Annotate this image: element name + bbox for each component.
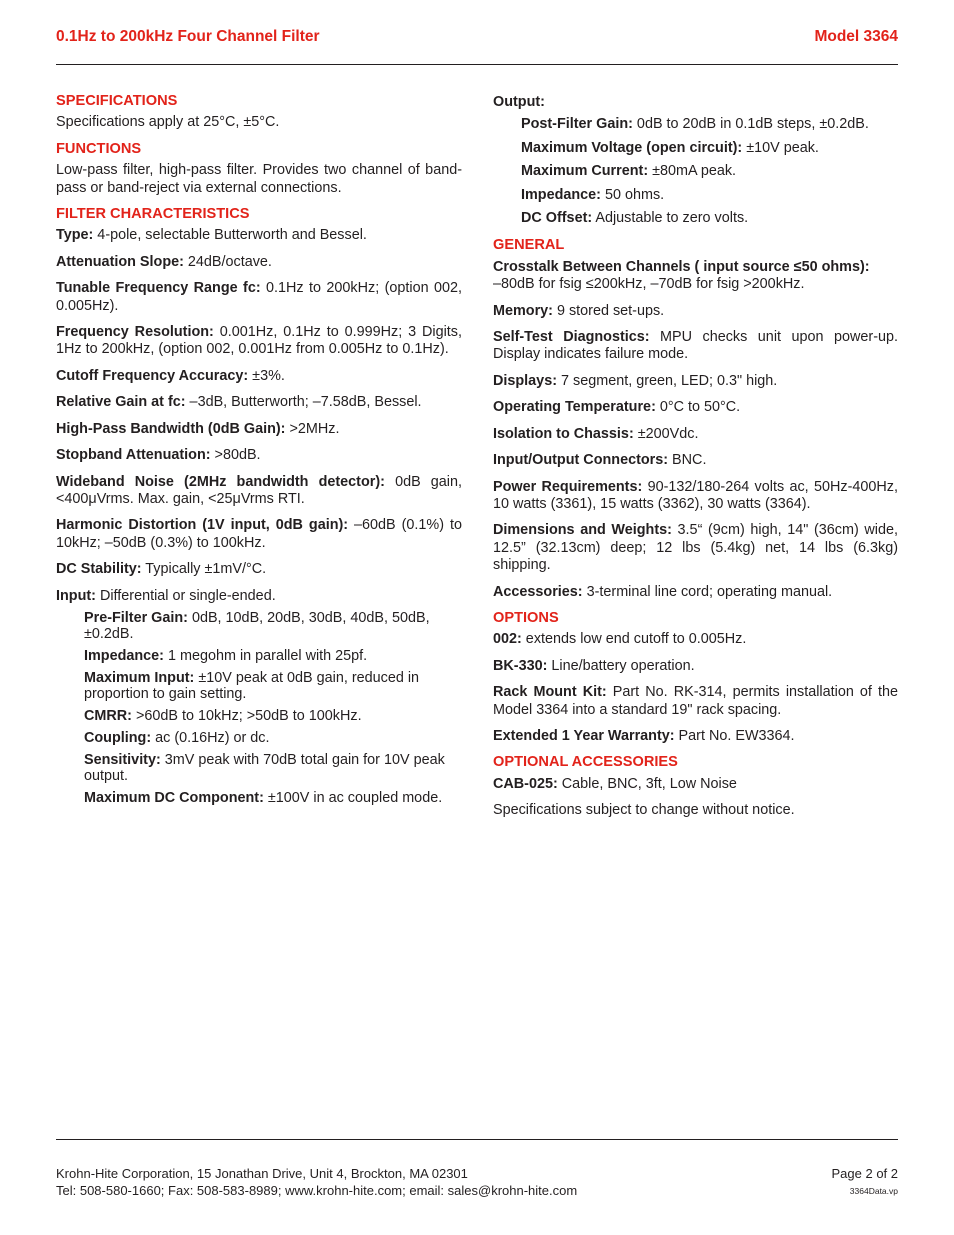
spec-value: 0.001Hz, 0.1Hz to 0.999Hz; 3 Digits, 1Hz to 200kHz, (option 002, 0.001Hz from 0.005Hz to 0.1Hz). [56,324,463,358]
spec-label: Pre-Filter Gain: [84,609,188,626]
spec-value: Part No. RK-314, permits installation of the Model 3364 into a standard 19" rack spacing. [493,684,898,718]
functions-heading: FUNCTIONS [56,140,142,157]
spec-label: Isolation to Chassis: [493,425,634,442]
input-sub-item [84,670,462,702]
general-item [493,479,898,514]
spec-label: CMRR: [84,707,132,724]
spec-value: ±200Vdc. [633,425,699,442]
spec-label: Maximum Voltage (open circuit): [521,139,743,156]
spec-value: –80dB for fsig ≤200kHz, –70dB for fsig >200kHz. [493,276,805,293]
document-title: 0.1Hz to 200kHz Four Channel Filter [56,28,320,45]
spec-value: –3dB, Butterworth; –7.58dB, Bessel. [185,394,422,411]
input-sub-item [84,648,462,664]
output-sub-item [521,140,898,157]
spec-value: Differential or single-ended. [95,587,276,604]
right-column [493,94,898,829]
spec-item [56,394,462,411]
spec-label: BK-330: [493,657,548,674]
spec-label: Input: [56,587,96,604]
spec-label: Crosstalk Between Channels ( input source ≤50 ohms): [493,258,870,275]
spec-item [56,324,462,359]
spec-value: ±10V peak at 0dB gain, reduced in proportion to gain setting. [84,669,420,702]
spec-label: Displays: [493,372,557,389]
model-number: Model 3364 [814,28,898,45]
spec-item [56,421,462,438]
option-item [493,658,898,675]
input-sub-item [84,752,462,784]
spec-label: DC Stability: [56,561,142,578]
spec-value: ±3%. [248,367,285,384]
spec-value: extends low end cutoff to 0.005Hz. [521,631,747,648]
spec-value: MPU checks unit upon power-up. Display indicates failure mode. [493,329,899,363]
spec-value: Cable, BNC, 3ft, Low Noise [557,775,737,792]
spec-item [56,588,462,605]
optional-accessories-heading: OPTIONAL ACCESSORIES [493,754,678,771]
file-name: 3364Data.vp [849,1185,898,1196]
output-sub-item [521,187,898,204]
specifications-text: Specifications apply at 25°C, ±5°C. [56,114,280,131]
spec-value: 0dB gain, <400μVrms. Max. gain, <25μVrms RTI. [56,473,462,507]
spec-item [56,474,462,509]
spec-label: Stopband Attenuation: [56,447,211,464]
spec-label: 002: [493,631,522,648]
spec-value: 0dB to 20dB in 0.1dB steps, ±0.2dB. [632,116,869,133]
spec-item [56,561,462,578]
page-number: Page 2 of 2 [831,1166,898,1181]
spec-value: 9 stored set-ups. [552,302,665,319]
spec-value: 0.1Hz to 200kHz; (option 002, 0.005Hz). [56,280,462,314]
spec-value: 3mV peak with 70dB total gain for 10V peak output. [84,751,445,784]
spec-label: Input/Output Connectors: [493,452,669,469]
spec-value: 0dB, 10dB, 20dB, 30dB, 40dB, 50dB, ±0.2dB. [84,609,430,642]
general-item [493,373,898,390]
functions-text: Low-pass filter, high-pass filter. Provides two channel of band-pass or band-reject via external connections. [56,162,462,196]
options-heading: OPTIONS [493,609,559,626]
option-item [493,728,898,745]
spec-value: Line/battery operation. [547,657,695,674]
input-sub-item [84,730,462,746]
general-item [493,522,898,574]
left-column [56,93,462,812]
general-item [493,452,898,469]
specifications-heading: SPECIFICATIONS [56,93,178,109]
spec-value: 90-132/180-264 volts ac, 50Hz-400Hz, 10 watts (3361), 15 watts (3362), 30 watts (3364). [493,478,898,512]
spec-label: Type: [56,227,94,244]
spec-value: 24dB/octave. [183,253,272,270]
spec-value: 7 segment, green, LED; 0.3" high. [557,372,778,389]
spec-value: 3.5“ (9cm) high, 14" (36cm) wide, 12.5” (32.13cm) deep; 12 lbs (5.4kg) net, 14 lbs (6.3kg) shipping. [493,522,898,574]
spec-value: ±100V in ac coupled mode. [263,789,443,806]
spec-value: Adjustable to zero volts. [592,210,749,227]
output-label: Output: [493,94,545,110]
spec-value: ±80mA peak. [648,163,737,180]
spec-value: –60dB (0.1%) to 10kHz; –50dB (0.3%) to 100kHz. [56,517,462,551]
spec-value: 1 megohm in parallel with 25pf. [163,647,368,664]
spec-label: Maximum Input: [84,669,195,686]
spec-value: BNC. [668,452,707,469]
spec-label: Sensitivity: [84,751,161,768]
spec-value: >80dB. [210,447,261,464]
spec-item [56,368,462,385]
spec-label: High-Pass Bandwidth (0dB Gain): [56,420,286,437]
general-heading: GENERAL [493,237,565,254]
spec-label: CAB-025: [493,775,558,792]
option-item [493,631,898,648]
spec-label: Harmonic Distortion (1V input, 0dB gain): [56,517,349,534]
spec-label: Frequency Resolution: [56,324,214,341]
output-sub-item [521,163,898,180]
spec-label: Maximum Current: [521,163,649,180]
general-item [493,259,898,294]
spec-item [56,227,462,244]
spec-label: DC Offset: [521,210,593,227]
spec-label: Operating Temperature: [493,399,656,416]
spec-value: ac (0.16Hz) or dc. [151,729,270,746]
accessory-item [493,776,898,793]
input-sub-item [84,610,462,642]
spec-value: >60dB to 10kHz; >50dB to 100kHz. [131,707,362,724]
spec-label: Dimensions and Weights: [493,522,672,539]
spec-label: Coupling: [84,729,152,746]
spec-label: Post-Filter Gain: [521,116,633,133]
general-item [493,399,898,416]
output-sub-item [521,116,898,133]
general-item [493,584,898,601]
spec-label: Relative Gain at fc: [56,394,186,411]
filter-characteristics-heading: FILTER CHARACTERISTICS [56,206,250,223]
spec-item [56,447,462,464]
spec-label: Power Requirements: [493,478,643,495]
spec-label: Attenuation Slope: [56,253,184,270]
general-item [493,426,898,443]
spec-label: Maximum DC Component: [84,789,264,806]
spec-value: Typically ±1mV/°C. [141,561,267,578]
company-address: Krohn-Hite Corporation, 15 Jonathan Drive, Unit 4, Brockton, MA 02301 [56,1166,468,1181]
spec-label: Wideband Noise (2MHz bandwidth detector): [56,473,385,490]
spec-value: Part No. EW3364. [674,727,795,744]
general-item [493,329,898,364]
company-contact: Tel: 508-580-1660; Fax: 508-583-8989; www.krohn-hite.com; email: sales@krohn-hite.com [56,1182,578,1198]
spec-label: Extended 1 Year Warranty: [493,727,675,744]
spec-value: >2MHz. [285,420,340,437]
spec-item [56,254,462,271]
output-sub-item [521,210,898,227]
option-item [493,684,898,719]
spec-label: Tunable Frequency Range fc: [56,280,261,297]
spec-label: Memory: [493,302,553,319]
spec-label: Impedance: [521,186,601,203]
input-sub-item [84,790,462,806]
spec-label: Impedance: [84,647,164,664]
footer-rule [56,1139,898,1140]
input-sub-item [84,708,462,724]
spec-value: 3-terminal line cord; operating manual. [582,583,833,600]
spec-label: Cutoff Frequency Accuracy: [56,367,249,384]
general-item [493,303,898,320]
spec-label: Rack Mount Kit: [493,684,607,701]
spec-item [56,517,462,552]
spec-item [56,280,462,315]
footer-page-info [832,1166,899,1199]
footer-contact [56,1166,577,1199]
change-notice: Specifications subject to change without notice. [493,802,795,819]
spec-value: 4-pole, selectable Butterworth and Bessel. [93,227,367,244]
spec-value: 0°C to 50°C. [655,399,741,416]
spec-value: ±10V peak. [742,139,819,156]
spec-value: 50 ohms. [600,186,665,203]
spec-label: Self-Test Diagnostics: [493,329,650,346]
spec-label: Accessories: [493,583,583,600]
header-rule [56,64,898,65]
